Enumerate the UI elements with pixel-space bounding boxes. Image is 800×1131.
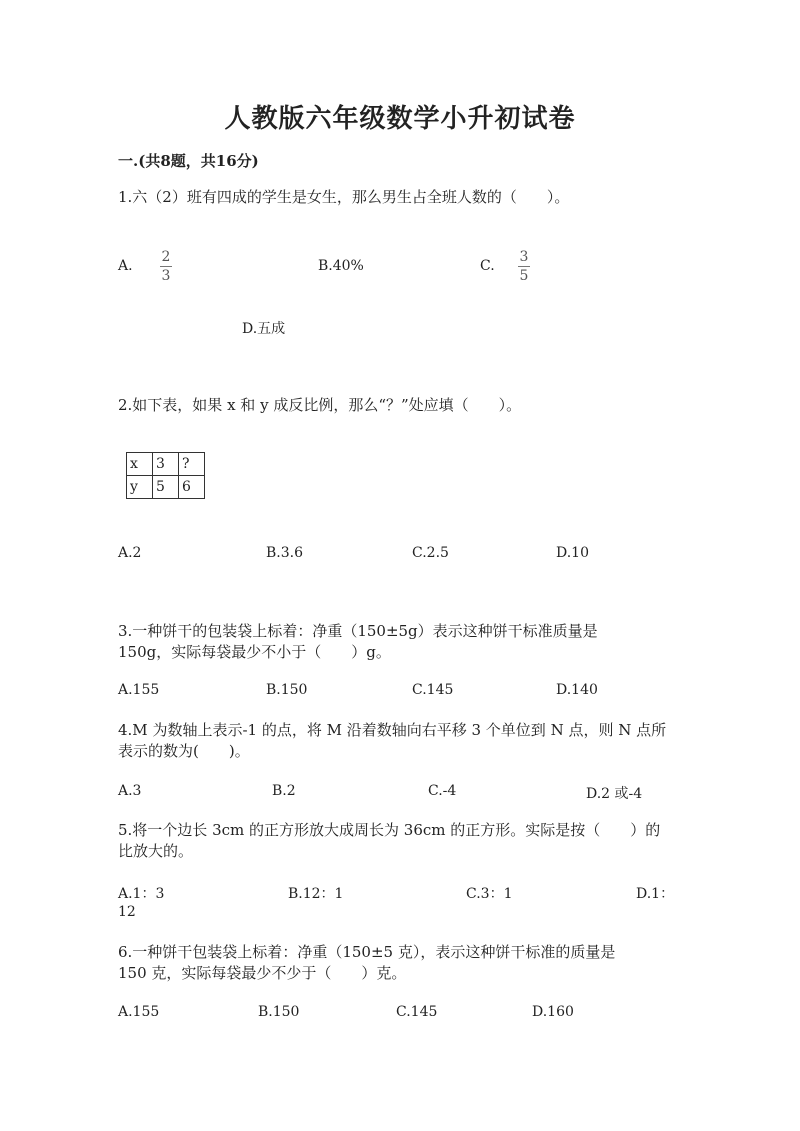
q5-option-c: C.3：1 [466, 886, 513, 902]
question-3-line-2: 150g，实际每袋最少不小于（ ）g。 [118, 643, 391, 661]
q1-option-a-denominator: 3 [161, 268, 171, 284]
question-5-line-2: 比放大的。 [118, 842, 194, 860]
page-title: 人教版六年级数学小升初试卷 [224, 104, 576, 134]
question-4-line-1: 4.M 为数轴上表示-1 的点，将 M 沿着数轴向右平移 3 个单位到 N 点，则 N 点所 [118, 721, 667, 739]
q3-option-b: B.150 [266, 682, 308, 698]
q2-option-b: B.3.6 [266, 545, 304, 561]
q1-option-a-label: A. [118, 258, 133, 274]
table-cell: x [127, 453, 153, 476]
question-2-text: 2.如下表，如果 x 和 y 成反比例，那么“？”处应填（ ）。 [118, 396, 522, 414]
q6-option-a: A.155 [118, 1004, 160, 1020]
q4-option-c: C.-4 [428, 783, 457, 799]
q3-option-d: D.140 [556, 682, 598, 698]
xy-table [126, 452, 205, 499]
q4-option-d: D.2 或-4 [586, 786, 643, 802]
q5-option-a: A.1：3 [118, 886, 165, 902]
fraction-bar [518, 266, 530, 267]
q1-option-c-numerator: 3 [519, 249, 529, 265]
question-1-text: 1.六（2）班有四成的学生是女生，那么男生占全班人数的（ ）。 [118, 188, 570, 206]
table-cell: y [127, 476, 153, 499]
q5-option-d-wrap: 12 [118, 904, 136, 920]
table-cell: 5 [153, 476, 179, 499]
q3-option-c: C.145 [412, 682, 454, 698]
question-5-line-1: 5.将一个边长 3cm 的正方形放大成周长为 36cm 的正方形。实际是按（ ）的 [118, 821, 661, 839]
q1-option-b: B.40% [318, 258, 364, 274]
question-4-line-2: 表示的数为( )。 [118, 742, 250, 760]
q2-option-c: C.2.5 [412, 545, 449, 561]
q4-option-b: B.2 [272, 783, 296, 799]
q6-option-c: C.145 [396, 1004, 438, 1020]
table-cell: 6 [179, 476, 205, 499]
q5-option-b: B.12：1 [288, 886, 344, 902]
question-3-line-1: 3.一种饼干的包装袋上标着：净重（150±5g）表示这种饼干标准质量是 [118, 622, 598, 640]
q6-option-d: D.160 [532, 1004, 574, 1020]
table-row [127, 476, 205, 499]
q5-option-d: D.1： [636, 886, 675, 902]
q1-option-a-fraction [160, 250, 172, 283]
q3-option-a: A.155 [118, 682, 160, 698]
fraction-bar [160, 266, 172, 267]
table-cell: 3 [153, 453, 179, 476]
q4-option-a: A.3 [118, 783, 142, 799]
table-cell: ? [179, 453, 205, 476]
q1-option-c-denominator: 5 [519, 268, 529, 284]
question-6-line-2: 150 克，实际每袋最少不少于（ ）克。 [118, 964, 407, 982]
q2-option-a: A.2 [118, 545, 142, 561]
q1-option-c-fraction [518, 250, 530, 283]
question-6-line-1: 6.一种饼干包装袋上标着：净重（150±5 克），表示这种饼干标准的质量是 [118, 943, 616, 961]
q1-option-a-numerator: 2 [161, 249, 171, 265]
table-row [127, 453, 205, 476]
q2-option-d: D.10 [556, 545, 589, 561]
q1-option-c-label: C. [480, 258, 495, 274]
section-heading: 一.(共8题，共16分) [118, 152, 259, 170]
q6-option-b: B.150 [258, 1004, 300, 1020]
q1-option-d: D.五成 [242, 321, 286, 337]
